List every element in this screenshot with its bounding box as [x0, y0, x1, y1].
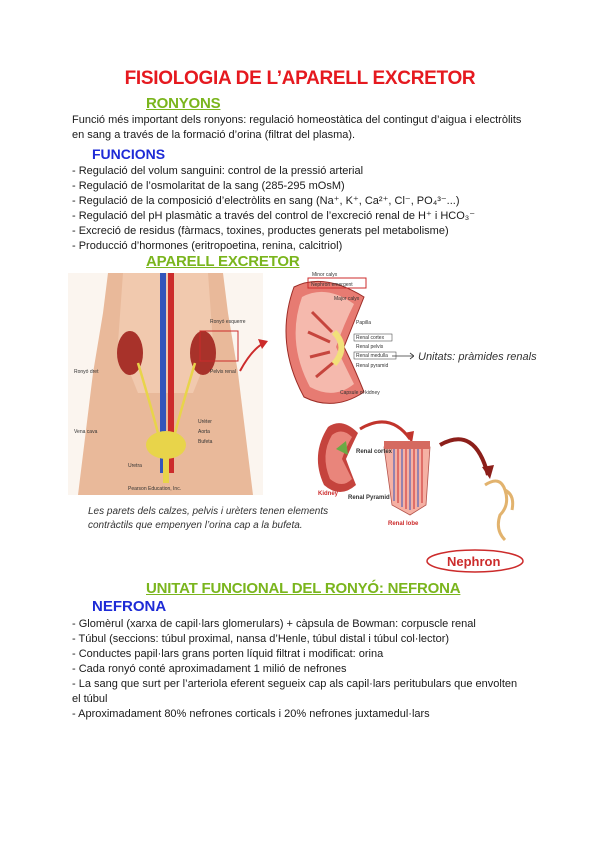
figure-caption-line-2: contràctils que empenyen l’orina cap a la bufeta. [88, 520, 303, 531]
label-renal-cortex: Renal cortex [356, 335, 385, 341]
nefrona-item: - La sang que surt per l’arteriola eferent segueix cap als capil·lars peritubulars que envolten [72, 678, 518, 690]
nefrona-item: el túbul [72, 693, 108, 705]
label-papilla: Papilla [356, 320, 372, 326]
funcio-item: - Regulació del volum sanguini: control de la pressió arterial [72, 165, 364, 177]
annotation-unitats: Unitats: pràmides renals [418, 351, 537, 363]
label-renal-pyramid: Renal pyramid [356, 363, 389, 369]
label-renal-pyramid-2: Renal Pyramid [348, 495, 390, 501]
label-nephron: Nephron [447, 554, 501, 569]
label-renal-lobe: Renal lobe [388, 521, 419, 527]
label-renal-cortex-2: Renal cortex [356, 449, 393, 455]
intro-line-1: Funció més important dels ronyons: regulació homeostàtica del contingut d’aigua i electròlits [72, 114, 522, 126]
funcio-item: - Regulació del pH plasmàtic a través del control de l’excreció renal de H⁺ i HCO₃⁻ [72, 210, 476, 222]
label-aorta: Aorta [198, 429, 210, 435]
heading-unitat-funcional: UNITAT FUNCIONAL DEL RONYÓ: NEFRONA [146, 580, 461, 597]
funcio-item: - Regulació de l’osmolaritat de la sang (285-295 mOsM) [72, 180, 345, 192]
nefrona-item: - Glomèrul (xarxa de capil·lars glomerulars) + càpsula de Bowman: corpuscle renal [72, 618, 476, 630]
renal-lobe-nephron-figure [300, 415, 530, 575]
label-renal-artery: Nephron emergent [311, 282, 353, 288]
heading-ronyons: RONYONS [146, 95, 221, 112]
urinary-system-figure [68, 273, 263, 495]
figure-caption-line-1: Les parets dels calzes, pelvis i urèters tenen elements [88, 506, 329, 517]
heading-funcions: FUNCIONS [92, 146, 166, 162]
funcio-item: - Excreció de residus (fàrmacs, toxines, productes generats pel metabolisme) [72, 225, 449, 237]
nefrona-item: - Aproximadament 80% nefrones corticals i 20% nefrones juxtamedul·lars [72, 708, 430, 720]
label-renal-pelvis: Renal pelvis [356, 344, 384, 350]
label-capsule: Capsule of kidney [340, 390, 380, 396]
kidney-cross-section-figure [264, 272, 414, 414]
label-vena-cava: Vena cava [74, 429, 98, 435]
label-bladder: Bufeta [198, 439, 213, 445]
label-left-kidney: Ronyó esquerre [210, 319, 246, 325]
label-right-kidney: Ronyó dret [74, 369, 99, 375]
funcio-item: - Producció d’hormones (eritropoetina, renina, calcitriol) [72, 240, 343, 252]
label-urethra: Uretra [128, 463, 142, 469]
label-major-calyx: Major calyx [334, 296, 360, 302]
funcio-item: - Regulació de la composició d’electròlits en sang (Na⁺, K⁺, Ca²⁺, Cl⁻, PO₄³⁻...) [72, 195, 460, 207]
nefrona-item: - Conductes papil·lars grans porten líquid filtrat i modificat: orina [72, 648, 384, 660]
label-kidney: Kidney [318, 491, 339, 497]
intro-line-2: en sang a través de la formació d’orina (filtrat del plasma). [72, 129, 356, 141]
page-title: FISIOLOGIA DE L’APARELL EXCRETOR [124, 68, 476, 89]
figure-credit: Pearson Education, Inc. [128, 486, 182, 492]
label-minor-calyx: Minor calyx [312, 272, 338, 278]
label-renal-medulla: Renal medulla [356, 353, 388, 359]
nefrona-item: - Túbul (seccions: túbul proximal, nansa d’Henle, túbul distal i túbul col·lector) [72, 633, 450, 645]
label-ureter: Urèter [198, 419, 212, 425]
label-renal-pelvis: Pelvis renal [210, 369, 236, 375]
heading-aparell-excretor: APARELL EXCRETOR [146, 253, 300, 270]
heading-nefrona: NEFRONA [92, 598, 167, 615]
nefrona-item: - Cada ronyó conté aproximadament 1 milió de nefrones [72, 663, 347, 675]
